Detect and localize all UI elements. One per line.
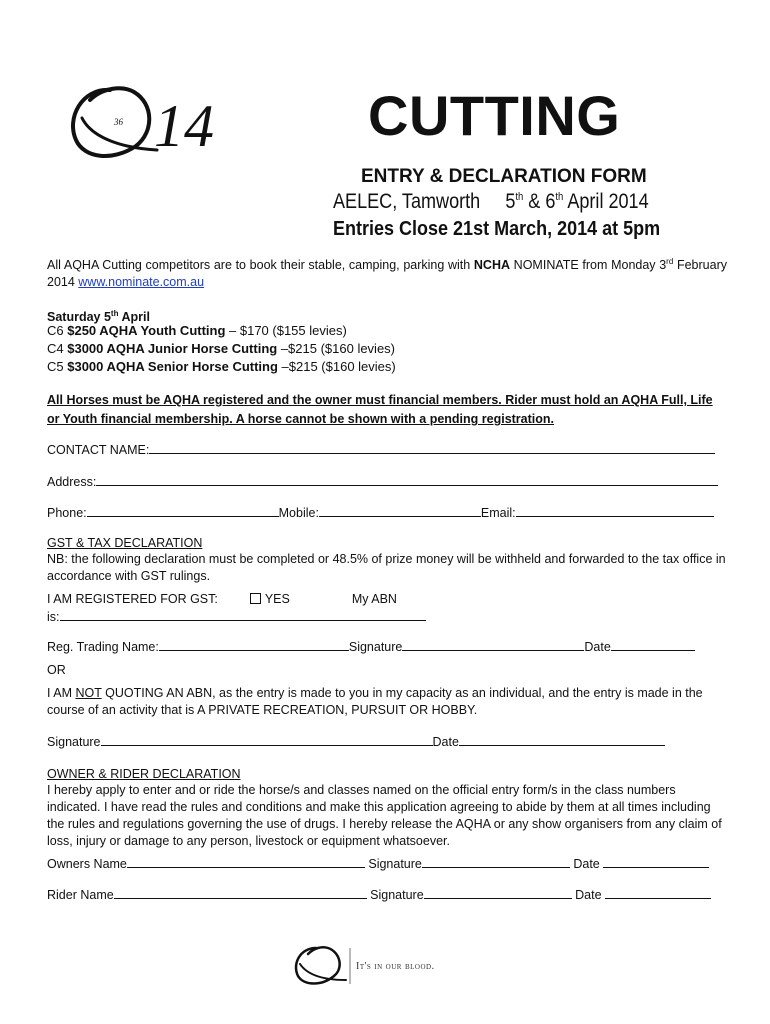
- gst-signature-field[interactable]: [402, 638, 584, 651]
- owner-signature-field[interactable]: [422, 855, 570, 868]
- class-item: C5 $3000 AQHA Senior Horse Cutting –$215 ($160 levies): [47, 359, 396, 374]
- gst-yes-checkbox[interactable]: [250, 593, 261, 604]
- entries-close: Entries Close 21st March, 2014 at 5pm: [333, 218, 661, 240]
- trading-name-row: Reg. Trading Name: Signature Date: [47, 638, 695, 654]
- class-item: C4 $3000 AQHA Junior Horse Cutting –$215 ($160 levies): [47, 341, 396, 356]
- gst-note: NB: the following declaration must be completed or 48.5% of prize money will be withheld and forwarded to the tax office in accordance with GST rulings.: [47, 552, 726, 583]
- logo-number: 14: [154, 93, 214, 159]
- rider-date-field[interactable]: [605, 886, 711, 899]
- rider-name-field[interactable]: [114, 886, 367, 899]
- owner-declaration-text: I hereby apply to enter and or ride the horse/s and classes named on the official entry form/s in the class numbers indicated. I have read the rules and conditions and make this application agreeing to abide by them at all times including the rules and regulations governing the use of drugs. I hereby release the AQHA or any show organisers from any claim of loss, injury or damage to any person, livestock or equipment whatsoever.: [47, 783, 722, 848]
- not-quoting-abn: I AM NOT QUOTING AN ABN, as the entry is made to you in my capacity as an individual, and the entry is made in the course of an activity that is A PRIVATE RECREATION, PURSUIT OR HOBBY.: [47, 686, 703, 717]
- venue-dates: AELEC, Tamworth 5th & 6th April 2014: [333, 190, 649, 213]
- abn-date-field[interactable]: [459, 733, 665, 746]
- gst-heading: GST & TAX DECLARATION: [47, 536, 203, 550]
- page-title: CUTTING: [368, 84, 621, 147]
- abn-field[interactable]: [60, 608, 426, 621]
- email-field[interactable]: [516, 504, 714, 517]
- contact-name-row: CONTACT NAME:: [47, 441, 715, 457]
- address-field[interactable]: [96, 473, 718, 486]
- abn-signature-row: Signature Date: [47, 733, 665, 749]
- registration-warning: All Horses must be AQHA registered and the owner must financial members. Rider must hold an AQHA Full, Life or Youth financial membership. A horse cannot be shown with a pending registration.: [47, 393, 713, 426]
- class-list: [47, 322, 727, 376]
- gst-registered-row: I AM REGISTERED FOR GST: YES My ABN: [47, 592, 397, 606]
- logo-small-number: 36: [114, 117, 123, 127]
- intro-paragraph: All AQHA Cutting competitors are to book their stable, camping, parking with NCHA NOMINATE from Monday 3rd February 2014 www.nominate.com.au: [47, 257, 727, 290]
- abn-signature-field[interactable]: [101, 733, 433, 746]
- aqha-logo: [62, 78, 247, 168]
- venue: AELEC, Tamworth: [333, 190, 481, 213]
- address-row: Address:: [47, 473, 718, 489]
- phone-field[interactable]: [87, 504, 279, 517]
- schedule-day: Saturday 5th April: [47, 309, 150, 325]
- nominate-link[interactable]: www.nominate.com.au: [78, 275, 205, 290]
- owners-name-row: Owners Name Signature Date: [47, 855, 709, 871]
- abn-row: is:: [47, 608, 426, 624]
- or-label: OR: [47, 663, 66, 677]
- rider-name-row: Rider Name Signature Date: [47, 886, 711, 902]
- trading-name-field[interactable]: [159, 638, 349, 651]
- owner-heading: OWNER & RIDER DECLARATION: [47, 767, 241, 781]
- owner-date-field[interactable]: [603, 855, 709, 868]
- footer-logo: [290, 940, 480, 990]
- gst-date-field[interactable]: [611, 638, 695, 651]
- phone-row: Phone: Mobile: Email:: [47, 504, 714, 520]
- owners-name-field[interactable]: [127, 855, 365, 868]
- footer-tagline: It's in our blood.: [356, 961, 435, 972]
- contact-name-field[interactable]: [149, 441, 715, 454]
- rider-signature-field[interactable]: [424, 886, 572, 899]
- mobile-field[interactable]: [319, 504, 481, 517]
- class-item: C6 $250 AQHA Youth Cutting – $170 ($155 levies): [47, 323, 347, 338]
- form-title: ENTRY & DECLARATION FORM: [361, 166, 647, 187]
